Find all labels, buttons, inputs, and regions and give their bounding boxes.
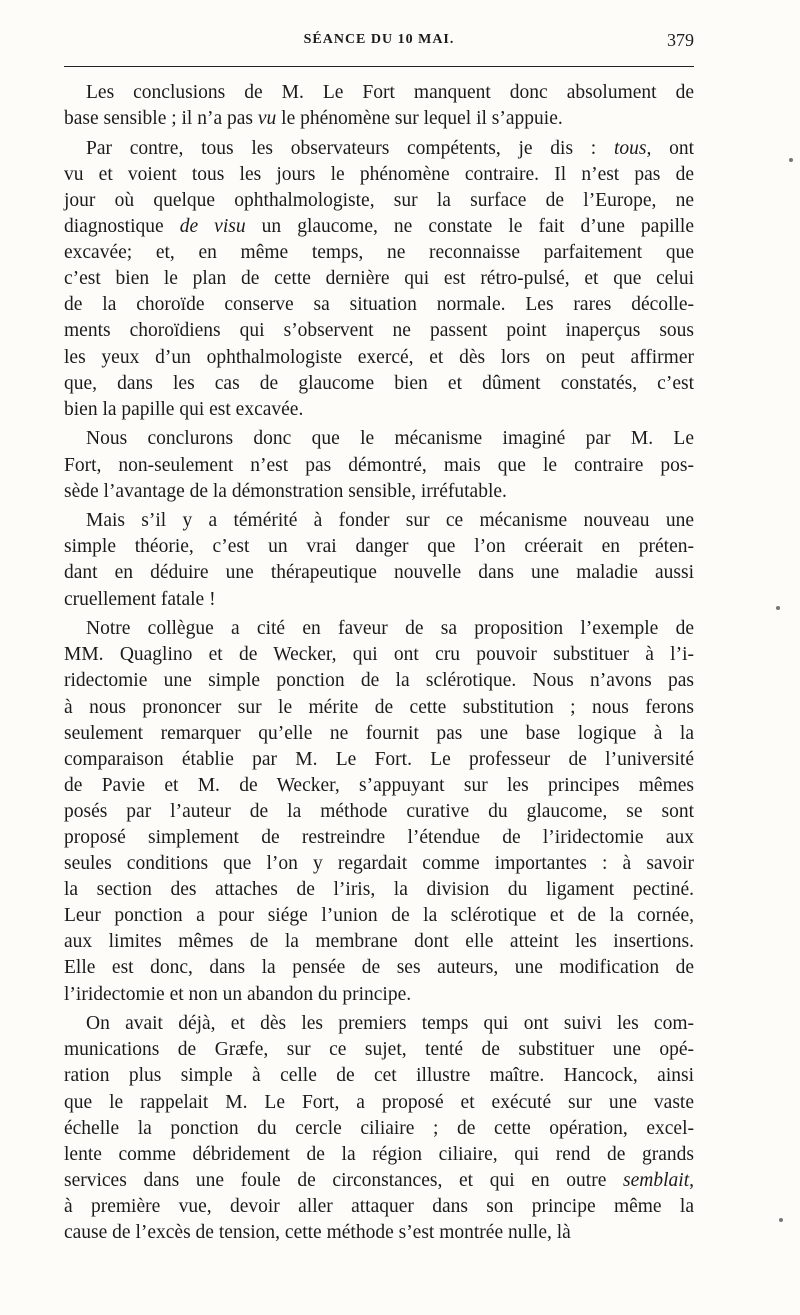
- text-run: le phénomène sur lequel il s’appuie.: [276, 108, 563, 130]
- text-run: posés par l’auteur de la méthode curative du glaucome, se sont: [64, 800, 694, 822]
- text-line: [64, 721, 694, 747]
- text-line: [64, 642, 694, 668]
- text-line: [64, 214, 694, 240]
- text-line: [64, 1037, 694, 1063]
- text-run: que le rappelait M. Le Fort, a proposé et exécuté sur une vaste: [64, 1091, 694, 1113]
- text-line: [64, 371, 694, 397]
- italic-run: semblait,: [623, 1169, 694, 1191]
- text-line: [64, 240, 694, 266]
- text-run: ridectomie une simple ponction de la sclérotique. Nous n’avons pas: [64, 670, 694, 692]
- text-line: [64, 162, 694, 188]
- text-line: [64, 695, 694, 721]
- running-title: SÉANCE DU 10 MAI.: [303, 32, 455, 47]
- text-run: seulement remarquer qu’elle ne fournit pas une base logique à la: [64, 722, 694, 744]
- text-run: cruellement fatale !: [64, 588, 216, 610]
- text-line: [64, 825, 694, 851]
- text-line: [64, 426, 694, 452]
- text-line: [64, 1168, 694, 1194]
- text-run: échelle la ponction du cercle ciliaire ; de cette opération, excel-: [64, 1117, 694, 1139]
- paragraph: [64, 426, 694, 504]
- text-run: simple théorie, c’est un vrai danger que l’on créerait en préten-: [64, 536, 694, 558]
- text-line: [64, 929, 694, 955]
- text-run: jour où quelque ophthalmologiste, sur la surface de l’Europe, ne: [64, 189, 694, 211]
- text-run: de Pavie et M. de Wecker, s’appuyant sur les principes mêmes: [64, 774, 694, 796]
- scan-speck: [779, 1218, 783, 1222]
- text-line: [64, 668, 694, 694]
- text-run: Notre collègue a cité en faveur de sa proposition l’exemple de: [86, 618, 694, 640]
- paragraph: [64, 1011, 694, 1246]
- text-run: base sensible ; il n’a pas: [64, 108, 258, 130]
- text-line: [64, 188, 694, 214]
- text-line: [64, 903, 694, 929]
- text-run: ont: [651, 137, 695, 159]
- text-run: à nous prononcer sur le mérite de cette substitution ; nous ferons: [64, 696, 694, 718]
- text-line: [64, 773, 694, 799]
- text-line: [64, 266, 694, 292]
- text-run: Mais s’il y a témérité à fonder sur ce mécanisme nouveau une: [86, 510, 694, 532]
- text-run: cause de l’excès de tension, cette méthode s’est montrée nulle, là: [64, 1222, 571, 1243]
- text-line: [64, 616, 694, 642]
- text-run: Par contre, tous les observateurs compétents, je dis :: [86, 137, 614, 159]
- text-line: [64, 955, 694, 981]
- text-line: [64, 560, 694, 586]
- text-run: seules conditions que l’on y regardait comme importantes : à savoir: [64, 853, 694, 875]
- text-run: bien la papille qui est excavée.: [64, 398, 304, 420]
- text-run: les yeux d’un ophthalmologiste exercé, et dès lors on peut affirmer: [64, 346, 694, 368]
- text-line: [64, 292, 694, 318]
- text-run: sède l’avantage de la démonstration sensible, irréfutable.: [64, 480, 507, 502]
- text-line: [64, 1063, 694, 1089]
- text-run: proposé simplement de restreindre l’étendue de l’iridectomie aux: [64, 827, 694, 848]
- text-line: [64, 136, 694, 162]
- text-line: [64, 851, 694, 877]
- body-text: [64, 80, 694, 1250]
- text-line: [64, 106, 694, 132]
- text-run: MM. Quaglino et de Wecker, qui ont cru pouvoir substituer à l’i-: [64, 644, 694, 666]
- text-run: Les conclusions de M. Le Fort manquent donc absolument de: [86, 82, 694, 103]
- text-run: excavée; et, en même temps, ne reconnaisse parfaitement que: [64, 242, 694, 264]
- text-run: vu et voient tous les jours le phénomène contraire. Il n’est pas de: [64, 163, 694, 185]
- header-rule: [64, 66, 694, 67]
- text-line: [64, 799, 694, 825]
- text-run: un glaucome, ne constate le fait d’une papille: [245, 216, 694, 238]
- text-run: aux limites mêmes de la membrane dont elle atteint les insertions.: [64, 931, 694, 953]
- text-line: [64, 982, 694, 1008]
- text-run: dant en déduire une thérapeutique nouvelle dans une maladie aussi: [64, 562, 694, 584]
- text-run: Elle est donc, dans la pensée de ses auteurs, une modification de: [64, 957, 694, 979]
- text-run: de la choroïde conserve sa situation normale. Les rares décolle-: [64, 294, 694, 316]
- text-line: [64, 1194, 694, 1220]
- text-run: l’iridectomie et non un abandon du principe.: [64, 983, 412, 1005]
- text-line: [64, 479, 694, 505]
- text-run: à première vue, devoir aller attaquer dans son principe même la: [64, 1195, 694, 1217]
- text-run: c’est bien le plan de cette dernière qui est rétro-pulsé, et que celui: [64, 268, 694, 290]
- page-number: 379: [667, 30, 694, 50]
- text-line: [64, 397, 694, 423]
- text-line: [64, 345, 694, 371]
- text-run: ration plus simple à celle de cet illustre maître. Hancock, ainsi: [64, 1065, 694, 1087]
- scan-speck: [789, 158, 793, 162]
- text-run: lente comme débridement de la région ciliaire, qui rend de grands: [64, 1143, 694, 1165]
- text-line: [64, 587, 694, 613]
- text-line: [64, 1142, 694, 1168]
- italic-run: de visu: [179, 216, 246, 238]
- text-line: [64, 318, 694, 344]
- paragraph: [64, 80, 694, 132]
- paragraph: [64, 136, 694, 423]
- text-line: [64, 453, 694, 479]
- text-line: [64, 508, 694, 534]
- text-line: [64, 747, 694, 773]
- paragraph: [64, 508, 694, 612]
- text-line: [64, 534, 694, 560]
- text-run: que, dans les cas de glaucome bien et dûment constatés, c’est: [64, 372, 694, 394]
- text-run: diagnostique: [64, 216, 180, 238]
- scan-speck: [776, 606, 780, 610]
- text-line: [64, 1116, 694, 1142]
- text-run: On avait déjà, et dès les premiers temps qui ont suivi les com-: [86, 1013, 694, 1035]
- italic-run: tous,: [613, 137, 652, 159]
- text-run: ments choroïdiens qui s’observent ne passent point inaperçus sous: [64, 320, 694, 342]
- text-run: Fort, non-seulement n’est pas démontré, mais que le contraire pos-: [64, 454, 694, 476]
- text-run: comparaison établie par M. Le Fort. Le professeur de l’université: [64, 748, 694, 770]
- page-header: [64, 32, 694, 56]
- text-line: [64, 80, 694, 106]
- text-run: Nous conclurons donc que le mécanisme imaginé par M. Le: [86, 428, 694, 450]
- text-line: [64, 1090, 694, 1116]
- paragraph: [64, 616, 694, 1007]
- text-line: [64, 877, 694, 903]
- text-line: [64, 1011, 694, 1037]
- text-run: services dans une foule de circonstances, et qui en outre: [64, 1169, 624, 1191]
- text-run: munications de Græfe, sur ce sujet, tenté de substituer une opé-: [64, 1039, 694, 1061]
- text-line: [64, 1220, 694, 1246]
- italic-run: vu: [257, 108, 277, 130]
- text-run: Leur ponction a pour siége l’union de la sclérotique et de la cornée,: [64, 905, 694, 927]
- text-run: la section des attaches de l’iris, la division du ligament pectiné.: [64, 879, 694, 901]
